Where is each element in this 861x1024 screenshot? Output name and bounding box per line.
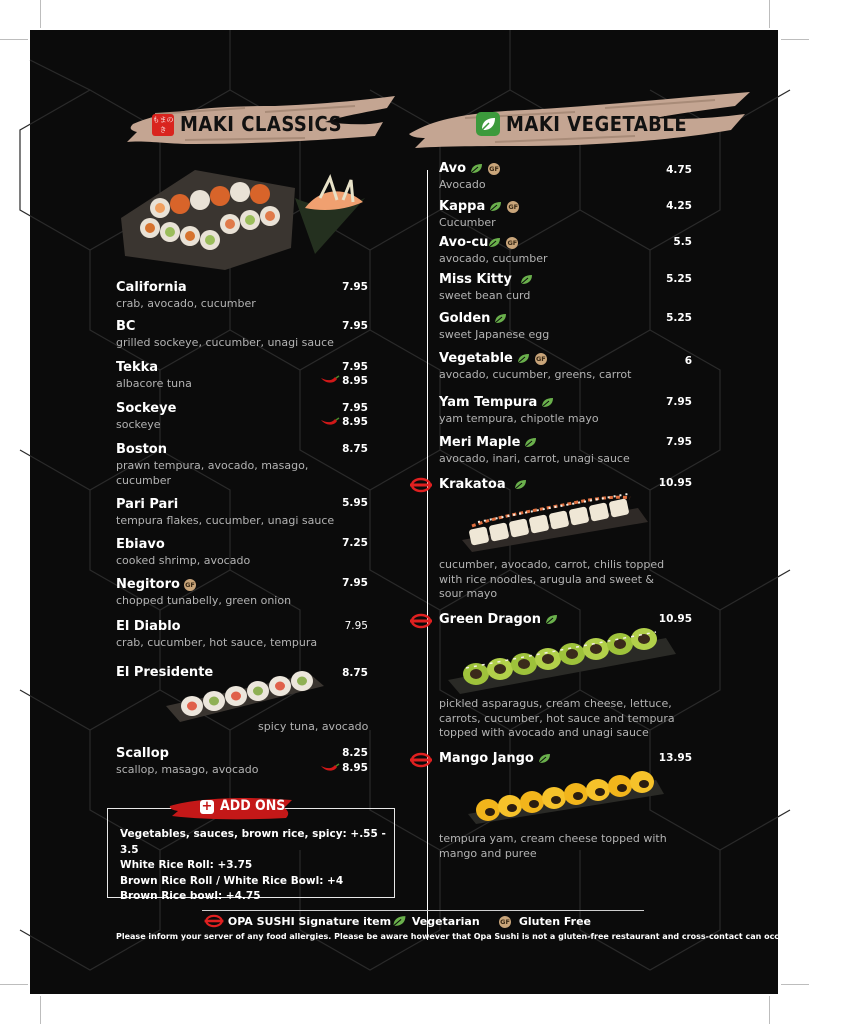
crop-mark (40, 0, 41, 28)
item-description: sweet bean curd (439, 289, 531, 302)
item-spicy-price: 8.95 (342, 375, 368, 387)
crop-mark (769, 0, 770, 28)
item-price: 8.75 (342, 667, 368, 679)
item-description: prawn tempura, avocado, masago, cucumber (116, 459, 309, 487)
menu-page (30, 30, 861, 994)
item-price: 10.95 (658, 613, 692, 625)
krakatoa-photo (458, 492, 650, 554)
legend-signature (204, 915, 391, 928)
item-description: tempura yam, cream cheese topped with mango and puree (439, 832, 667, 860)
menu-item-miss-kitty (439, 272, 534, 304)
green-dragon-photo (446, 624, 678, 696)
legend-vegetarian (392, 915, 480, 928)
item-price: 7.95 (666, 436, 692, 448)
menu-item-kappa (439, 199, 519, 231)
item-name: Negitoro (116, 577, 180, 592)
menu-item-bc (116, 319, 334, 351)
signature-item-icon (410, 614, 432, 628)
item-name: Sockeye (116, 401, 177, 416)
menu-item-mango-jango (439, 751, 552, 766)
item-name: Mango Jango (439, 751, 534, 766)
item-description: chopped tunabelly, green onion (116, 594, 292, 607)
leaf-icon (489, 201, 503, 212)
leaf-icon (392, 915, 408, 927)
crop-mark (0, 39, 28, 40)
item-price: 5.25 (666, 312, 692, 324)
menu-item-tekka (116, 360, 192, 392)
item-name: Vegetable (439, 351, 513, 366)
leaf-icon (476, 112, 500, 136)
column-divider (427, 170, 428, 940)
item-description: yam tempura, chipotle mayo (439, 412, 599, 425)
item-description: sockeye (116, 418, 161, 431)
gluten-free-icon: GF (535, 355, 546, 363)
item-description: scallop, masago, avocado (116, 763, 259, 776)
allergy-note: Please inform your server of any food allergies. Please be aware however that Opa Sushi is not a gluten-free restaurant and cross-contact can occur between foods. (116, 932, 861, 941)
item-name: Avo-cu (439, 235, 489, 250)
gluten-free-icon: GF (507, 239, 518, 247)
item-name: Pari Pari (116, 497, 179, 512)
item-price: 8.25 (342, 747, 368, 759)
leaf-icon (488, 237, 502, 248)
maki-vegetable-title: MAKI VEGETABLE (506, 112, 688, 136)
menu-item-vegetable (439, 351, 631, 383)
leaf-icon (517, 353, 531, 364)
item-name: Miss Kitty (439, 272, 512, 287)
leaf-icon (494, 313, 508, 324)
item-description: crab, cucumber, hot sauce, tempura (116, 636, 318, 649)
menu-item-yam-tempura (439, 395, 599, 427)
add-ons-list (120, 827, 394, 905)
item-price: 7.95 (344, 620, 368, 632)
leaf-icon (541, 397, 555, 408)
item-description: cooked shrimp, avocado (116, 554, 251, 567)
leaf-icon (514, 479, 528, 490)
item-description: Avocado (439, 178, 486, 191)
item-price: 7.95 (342, 320, 368, 332)
item-spicy-price: 8.95 (342, 762, 368, 774)
leaf-icon (470, 163, 484, 174)
item-price: 7.25 (342, 537, 368, 549)
item-description: avocado, cucumber, greens, carrot (439, 368, 632, 381)
menu-item-el-diablo (116, 619, 317, 651)
add-on-line: Brown Rice bowl: +4.75 (120, 890, 261, 902)
item-description: albacore tuna (116, 377, 192, 390)
menu-item-ebiavo (116, 537, 250, 569)
signature-item-icon (410, 753, 432, 767)
item-name: Kappa (439, 199, 486, 214)
add-on-line: Brown Rice Roll / White Rice Bowl: +4 (120, 874, 344, 887)
item-price: 13.95 (658, 752, 692, 764)
add-on-line: White Rice Roll: +3.75 (120, 859, 253, 871)
add-ons-title-bar (166, 794, 296, 822)
gluten-free-icon: GF (185, 581, 195, 589)
item-name: Avo (439, 161, 467, 176)
item-price: 4.25 (666, 200, 692, 212)
gluten-free-icon: GF (500, 918, 510, 926)
item-description: avocado, cucumber (439, 252, 548, 265)
crop-mark (781, 39, 809, 40)
item-name: Scallop (116, 746, 169, 761)
signature-item-icon (410, 478, 432, 492)
maki-classics-title: MAKI CLASSICS (180, 112, 343, 136)
item-name: BC (116, 319, 136, 334)
leaf-icon (524, 437, 538, 448)
menu-item-scallop (116, 746, 258, 778)
item-name: El Diablo (116, 619, 181, 634)
menu-item-golden (439, 311, 549, 343)
item-description: Cucumber (439, 216, 496, 229)
item-price: 7.95 (342, 402, 368, 414)
item-name: Green Dragon (439, 612, 541, 627)
menu-item-avo-cu (439, 235, 548, 267)
menu-item-krakatoa (439, 477, 528, 492)
legend-label: OPA SUSHI Signature item (227, 915, 392, 928)
menu-item-avo (439, 161, 500, 193)
add-on-line: Vegetables, sauces, brown rice, spicy: +.55 - 3.5 (120, 828, 386, 856)
legend-label: Gluten Free (518, 915, 592, 928)
item-description: avocado, inari, carrot, unagi sauce (439, 452, 630, 465)
menu-item-california (116, 280, 256, 312)
item-price: 7.95 (342, 361, 368, 373)
item-name: Boston (116, 442, 167, 457)
item-price: 6 (684, 355, 692, 367)
item-description: crab, avocado, cucumber (116, 297, 256, 310)
item-price: 7.95 (342, 281, 368, 293)
footer-divider (202, 910, 644, 911)
item-price: 5.5 (673, 236, 692, 248)
item-description: pickled asparagus, cream cheese, lettuce, carrots, cucumber, hot sauce and tempura topped with avocado and unagi sauce (439, 697, 675, 739)
item-spicy-price: 8.95 (342, 416, 368, 428)
vegetable-leaf-badge (476, 112, 500, 136)
el-presidente-photo (160, 666, 330, 728)
item-price: 7.95 (666, 396, 692, 408)
item-name: Golden (439, 311, 491, 326)
menu-item-boston (116, 442, 326, 488)
leaf-icon (538, 753, 552, 764)
leaf-icon (520, 274, 534, 285)
legend-label: Vegetarian (411, 915, 480, 928)
gluten-free-icon: GF (508, 203, 519, 211)
mango-jango-photo (466, 766, 666, 826)
menu-item-sockeye (116, 401, 176, 433)
menu-item-negitoro (116, 577, 291, 609)
maki-classics-badge: もまのき (152, 116, 174, 134)
item-name: Tekka (116, 360, 159, 375)
crop-mark (769, 996, 770, 1024)
item-name: El Presidente (116, 665, 214, 680)
item-name: Ebiavo (116, 537, 165, 552)
item-price: 5.95 (342, 497, 368, 509)
item-description: tempura flakes, cucumber, unagi sauce (116, 514, 335, 527)
item-name: California (116, 280, 187, 295)
item-price: 4.75 (666, 164, 692, 176)
item-name: Yam Tempura (439, 395, 538, 410)
item-description: cucumber, avocado, carrot, chilis topped with rice noodles, arugula and sweet & sour mayo (439, 558, 665, 600)
item-name: Krakatoa (439, 477, 506, 492)
item-description: spicy tuna, avocado (258, 720, 369, 733)
item-price: 10.95 (658, 477, 692, 489)
item-description: grilled sockeye, cucumber, unagi sauce (116, 336, 334, 349)
item-name: Meri Maple (439, 435, 521, 450)
menu-item-meri-maple (439, 435, 630, 467)
crop-mark (781, 984, 809, 985)
crop-mark (0, 984, 28, 985)
plus-icon: + (201, 799, 213, 814)
signature-item-icon (204, 915, 224, 927)
item-description: sweet Japanese egg (439, 328, 550, 341)
gluten-free-icon: GF (489, 165, 499, 173)
crop-mark (40, 996, 41, 1024)
item-price: 5.25 (666, 273, 692, 285)
sushi-platter-photo (115, 158, 375, 278)
item-price: 7.95 (342, 577, 368, 589)
legend-gluten-free (499, 915, 591, 928)
item-price: 8.75 (342, 443, 368, 455)
add-ons-title: ADD ONS (220, 798, 286, 814)
menu-item-pari-pari (116, 497, 334, 529)
